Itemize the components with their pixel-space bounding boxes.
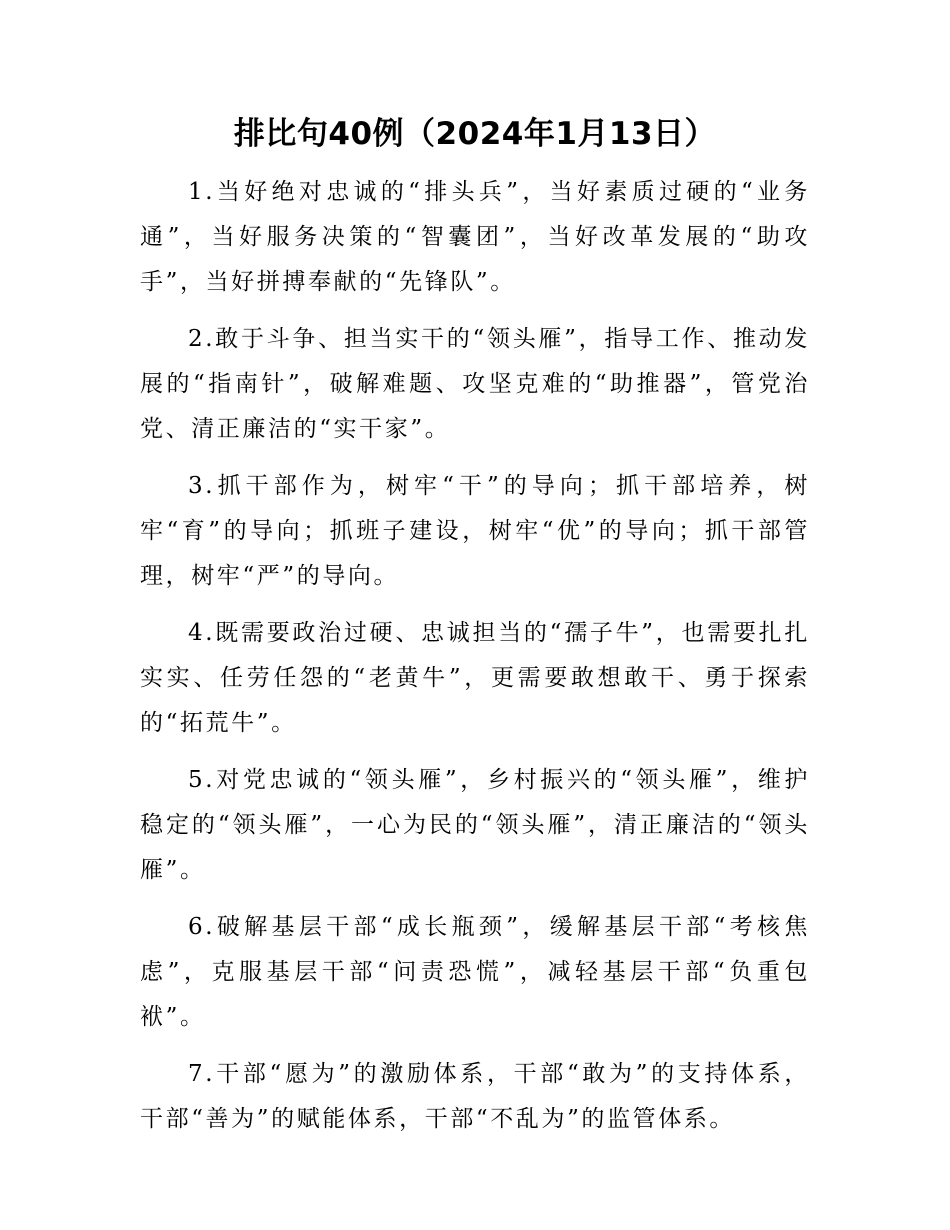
document-title: 排比句40例（2024年1月13日）	[233, 116, 717, 152]
paragraph-2: 2.敢于斗争、担当实干的“领头雁”，指导工作、推动发展的“指南针”，破解难题、攻坚克难的“助推器”，管党治党、清正廉洁的“实干家”。	[140, 326, 810, 442]
document-body	[140, 170, 810, 1154]
paragraph-4: 4.既需要政治过硬、忠诚担当的“孺子牛”，也需要扎扎实实、任劳任怨的“老黄牛”，更需要敢想敢干、勇于探索的“拓荒牛”。	[140, 620, 810, 736]
paragraph-6: 6.破解基层干部“成长瓶颈”，缓解基层干部“考核焦虑”，克服基层干部“问责恐慌”，减轻基层干部“负重包袱”。	[140, 914, 810, 1030]
paragraph-7: 7.干部“愿为”的激励体系，干部“敢为”的支持体系，干部“善为”的赋能体系，干部“不乱为”的监管体系。	[140, 1061, 810, 1132]
paragraph-3: 3.抓干部作为，树牢“干”的导向；抓干部培养，树牢“育”的导向；抓班子建设，树牢“优”的导向；抓干部管理，树牢“严”的导向。	[140, 473, 810, 589]
paragraph-5: 5.对党忠诚的“领头雁”，乡村振兴的“领头雁”，维护稳定的“领头雁”，一心为民的“领头雁”，清正廉洁的“领头雁”。	[140, 767, 810, 883]
paragraph-1: 1.当好绝对忠诚的“排头兵”，当好素质过硬的“业务通”，当好服务决策的“智囊团”，当好改革发展的“助攻手”，当好拼搏奉献的“先锋队”。	[140, 179, 810, 295]
